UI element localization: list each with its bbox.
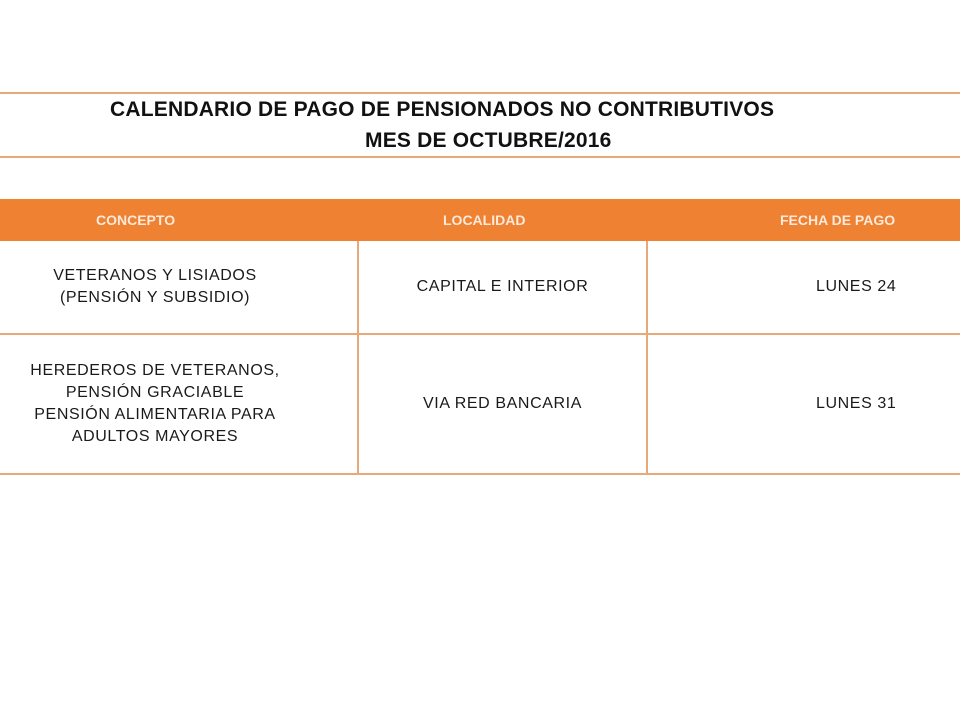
table-row [0,335,960,475]
column-header-concepto: CONCEPTO [96,212,176,228]
cell-concepto [0,335,357,473]
fecha-text: LUNES 31 [816,395,897,412]
table-header-row [0,199,960,241]
payment-calendar-table [0,199,960,475]
cell-localidad [359,335,646,473]
concepto-line: VETERANOS Y LISIADOS [53,267,257,284]
title-block [0,92,960,158]
fecha-text: LUNES 24 [816,278,897,295]
page-title: CALENDARIO DE PAGO DE PENSIONADOS NO CONTRIBUTIVOS [110,98,775,121]
column-header-localidad: LOCALIDAD [443,212,526,228]
table-row [0,241,960,335]
localidad-text: VIA RED BANCARIA [423,395,582,412]
cell-fecha-de-pago [648,335,960,473]
concepto-line: (PENSIÓN Y SUBSIDIO) [59,289,251,306]
column-header-fecha-de-pago: FECHA DE PAGO [780,212,896,228]
cell-concepto [0,241,357,333]
localidad-text: CAPITAL E INTERIOR [416,278,589,295]
cell-localidad [359,241,646,333]
concepto-line: HEREDEROS DE VETERANOS, [30,362,280,379]
concepto-line: ADULTOS MAYORES [71,428,239,445]
cell-fecha-de-pago [648,241,960,333]
concepto-line: PENSIÓN ALIMENTARIA PARA [34,406,276,423]
page-subtitle: MES DE OCTUBRE/2016 [365,129,612,152]
concepto-line: PENSIÓN GRACIABLE [65,384,245,401]
